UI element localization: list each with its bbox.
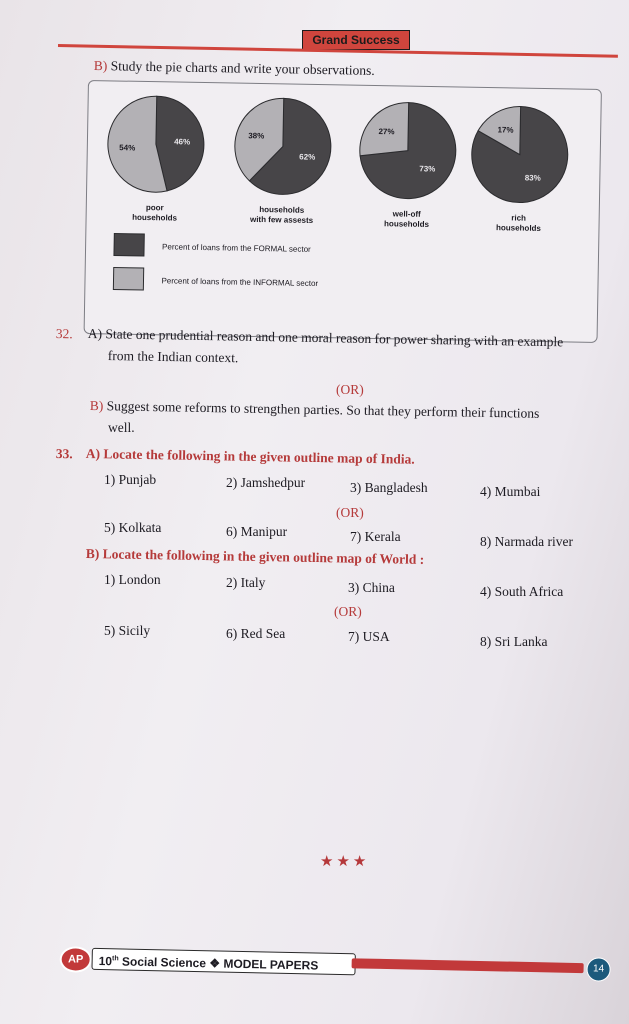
q33-b-item: 3) China	[348, 580, 395, 595]
q33-b-item: 5) Sicily	[104, 623, 151, 638]
page-number: 14	[586, 957, 610, 981]
q33-or-2: (OR)	[334, 604, 362, 619]
q33-a-item: 3) Bangladesh	[350, 480, 428, 495]
pie-category-label: with few assests	[249, 214, 314, 225]
end-stars: ★★★	[320, 854, 370, 870]
legend-label: Percent of loans from the INFORMAL sector	[161, 276, 319, 289]
pie-value-label: 38%	[248, 131, 265, 141]
q33-a-item: 2) Jamshedpur	[226, 475, 306, 490]
pie-category-label: households	[132, 212, 178, 223]
pie-category-label: households	[259, 205, 305, 215]
q33-or-1: (OR)	[336, 505, 364, 520]
pie-value-label: 83%	[524, 173, 541, 183]
q33-a-item: 5) Kolkata	[104, 520, 162, 535]
pie-value-label: 46%	[174, 137, 191, 147]
q33-b-item: 4) South Africa	[480, 584, 564, 599]
q33-b-heading: B) Locate the following in the given outline map of World :	[85, 546, 425, 567]
q33-number: 33.	[55, 446, 73, 462]
pie-value-label: 62%	[299, 152, 316, 162]
q32-a-line1: A) State one prudential reason and one moral reason for power sharing with an example	[87, 326, 564, 350]
q32-number: 32.	[55, 326, 73, 342]
q33-b-item: 2) Italy	[226, 575, 266, 590]
header-tag: Grand Success	[302, 30, 410, 50]
legend-swatch	[113, 267, 143, 290]
footer-title: 10th Social Science ❖ MODEL PAPERS	[91, 948, 355, 976]
q33-b-item: 7) USA	[348, 629, 390, 644]
pie-category-label: households	[495, 223, 542, 233]
q32-a-line2: from the Indian context.	[107, 348, 239, 366]
footer-bar	[51, 944, 611, 984]
pie-chart-panel	[84, 80, 602, 343]
q32-b-line2: well.	[108, 420, 135, 435]
q33-a-item: 4) Mumbai	[480, 484, 541, 499]
pie-value-label: 27%	[378, 127, 395, 137]
question-text: Study the pie charts and write your observations.	[110, 58, 375, 78]
question-marker: B)	[93, 58, 108, 74]
pie-category-label: rich	[511, 213, 527, 223]
question-31b	[94, 58, 375, 79]
q33-b-item: 1) London	[104, 572, 161, 587]
pie-charts	[85, 81, 601, 342]
q32-or: (OR)	[336, 382, 364, 397]
q33-b-item: 8) Sri Lanka	[480, 634, 548, 649]
pie-value-label: 73%	[419, 164, 436, 174]
q33-a-item: 8) Narmada river	[480, 534, 573, 549]
footer-stripe	[352, 958, 584, 973]
q33-a-item: 7) Kerala	[350, 529, 401, 544]
legend-swatch	[114, 233, 144, 256]
pie-category-label: households	[384, 219, 430, 229]
q33-a-item: 6) Manipur	[226, 524, 288, 539]
legend-label: Percent of loans from the FORMAL sector	[162, 242, 311, 254]
q33-a-item: 1) Punjab	[104, 472, 157, 487]
pie-category-label: poor	[145, 203, 164, 213]
pie-category-label: well-off	[392, 209, 421, 219]
q32-b-line1: B) Suggest some reforms to strengthen parties. So that they perform their functions	[89, 398, 540, 421]
ap-badge: AP	[59, 946, 92, 973]
q33-a-heading: A) Locate the following in the given outline map of India.	[85, 446, 415, 467]
pie-value-label: 17%	[497, 125, 514, 135]
q33-b-item: 6) Red Sea	[226, 626, 286, 641]
pie-value-label: 54%	[119, 143, 136, 153]
